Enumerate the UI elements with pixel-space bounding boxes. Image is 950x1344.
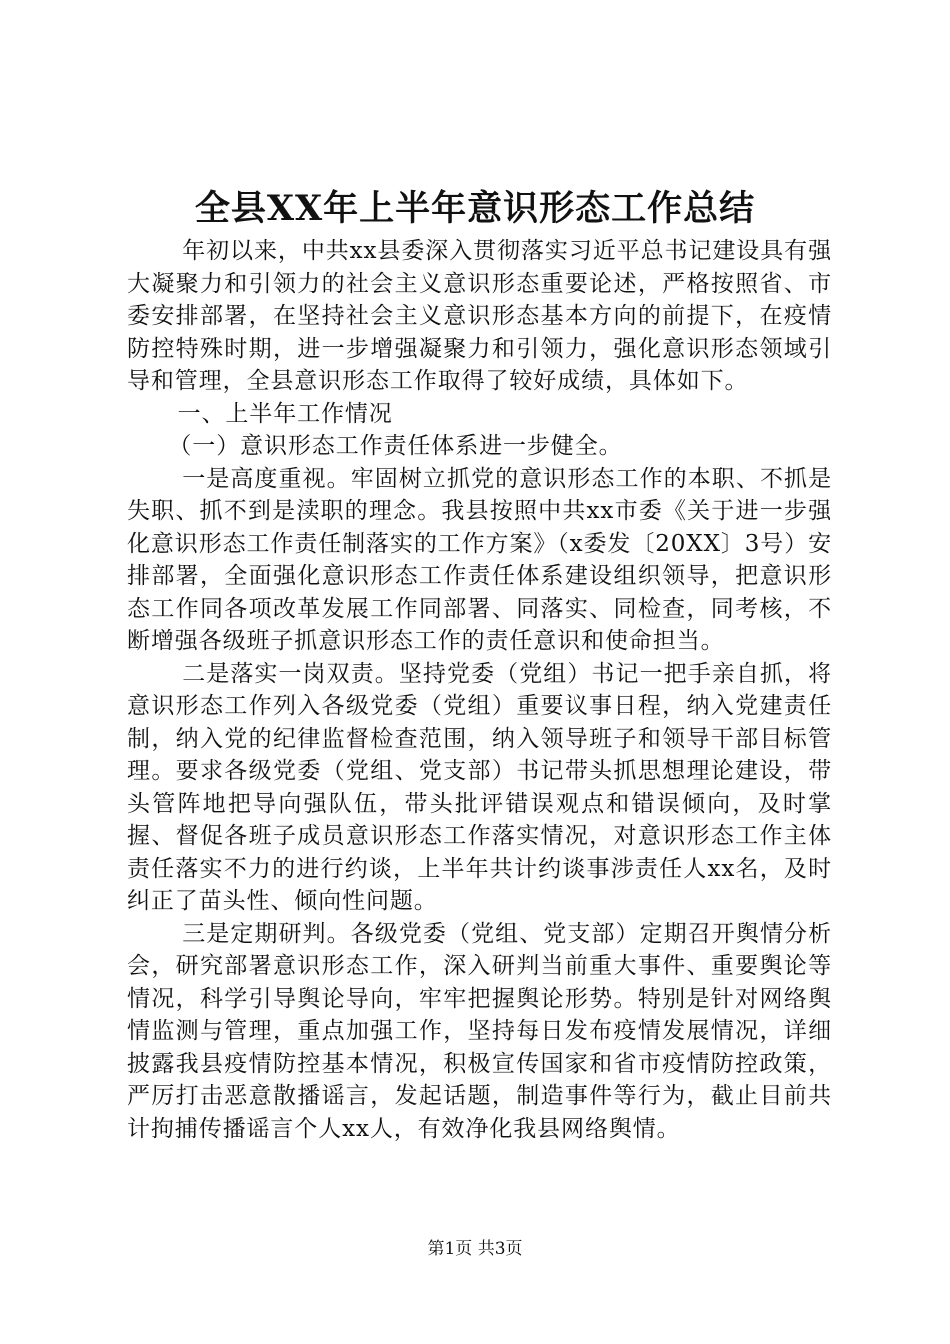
body-paragraph: 二是落实一岗双责。坚持党委（党组）书记一把手亲自抓，将意识形态工作列入各级党委（党组）重要议事日程，纳入党建责任制，纳入党的纪律监督检查范围，纳入领导班子和领导干部目标管理。要求各级党委（党组、党支部）书记带头抓思想理论建设，带头管阵地把导向强队伍，带头批评错误观点和错误倾向，及时掌握、督促各班子成员意识形态工作落实情况，对意识形态工作主体责任落实不力的进行约谈，上半年共计约谈事涉责任人xx名，及时纠正了苗头性、倾向性问题。: [127, 660, 832, 914]
intro-paragraph: 年初以来，中共xx县委深入贯彻落实习近平总书记建设具有强大凝聚力和引领力的社会主义意识形态重要论述，严格按照省、市委安排部署，在坚持社会主义意识形态基本方向的前提下，在疫情防控特殊时期，进一步增强凝聚力和引领力，强化意识形态领域引导和管理，全县意识形态工作取得了较好成绩，具体如下。: [127, 238, 832, 394]
subsection-heading: （一）意识形态工作责任体系进一步健全。: [168, 433, 623, 459]
body-paragraph: 一是高度重视。牢固树立抓党的意识形态工作的本职、不抓是失职、抓不到是渎职的理念。我县按照中共xx市委《关于进一步强化意识形态工作责任制落实的工作方案》（x委发〔20XX〕3号）安排部署，全面强化意识形态工作责任体系建设组织领导，把意识形态工作同各项改革发展工作同部署、同落实、同检查，同考核，不断增强各级班子抓意识形态工作的责任意识和使命担当。: [127, 465, 832, 654]
body-paragraph: 三是定期研判。各级党委（党组、党支部）定期召开舆情分析会，研究部署意识形态工作，深入研判当前重大事件、重要舆论等情况，科学引导舆论导向，牢牢把握舆论形势。特别是针对网络舆情监测与管理，重点加强工作，坚持每日发布疫情发展情况，详细披露我县疫情防控基本情况，积极宣传国家和省市疫情防控政策，严厉打击恶意散播谣言，发起话题，制造事件等行为，截止目前共计拘捕传播谣言个人xx人，有效净化我县网络舆情。: [127, 920, 832, 1142]
document-title: 全县XX年上半年意识形态工作总结: [194, 188, 756, 229]
document-body: [127, 235, 832, 1145]
section-heading: 一、上半年工作情况: [177, 400, 393, 427]
page-number-footer: 第1页 共3页: [427, 1239, 523, 1259]
